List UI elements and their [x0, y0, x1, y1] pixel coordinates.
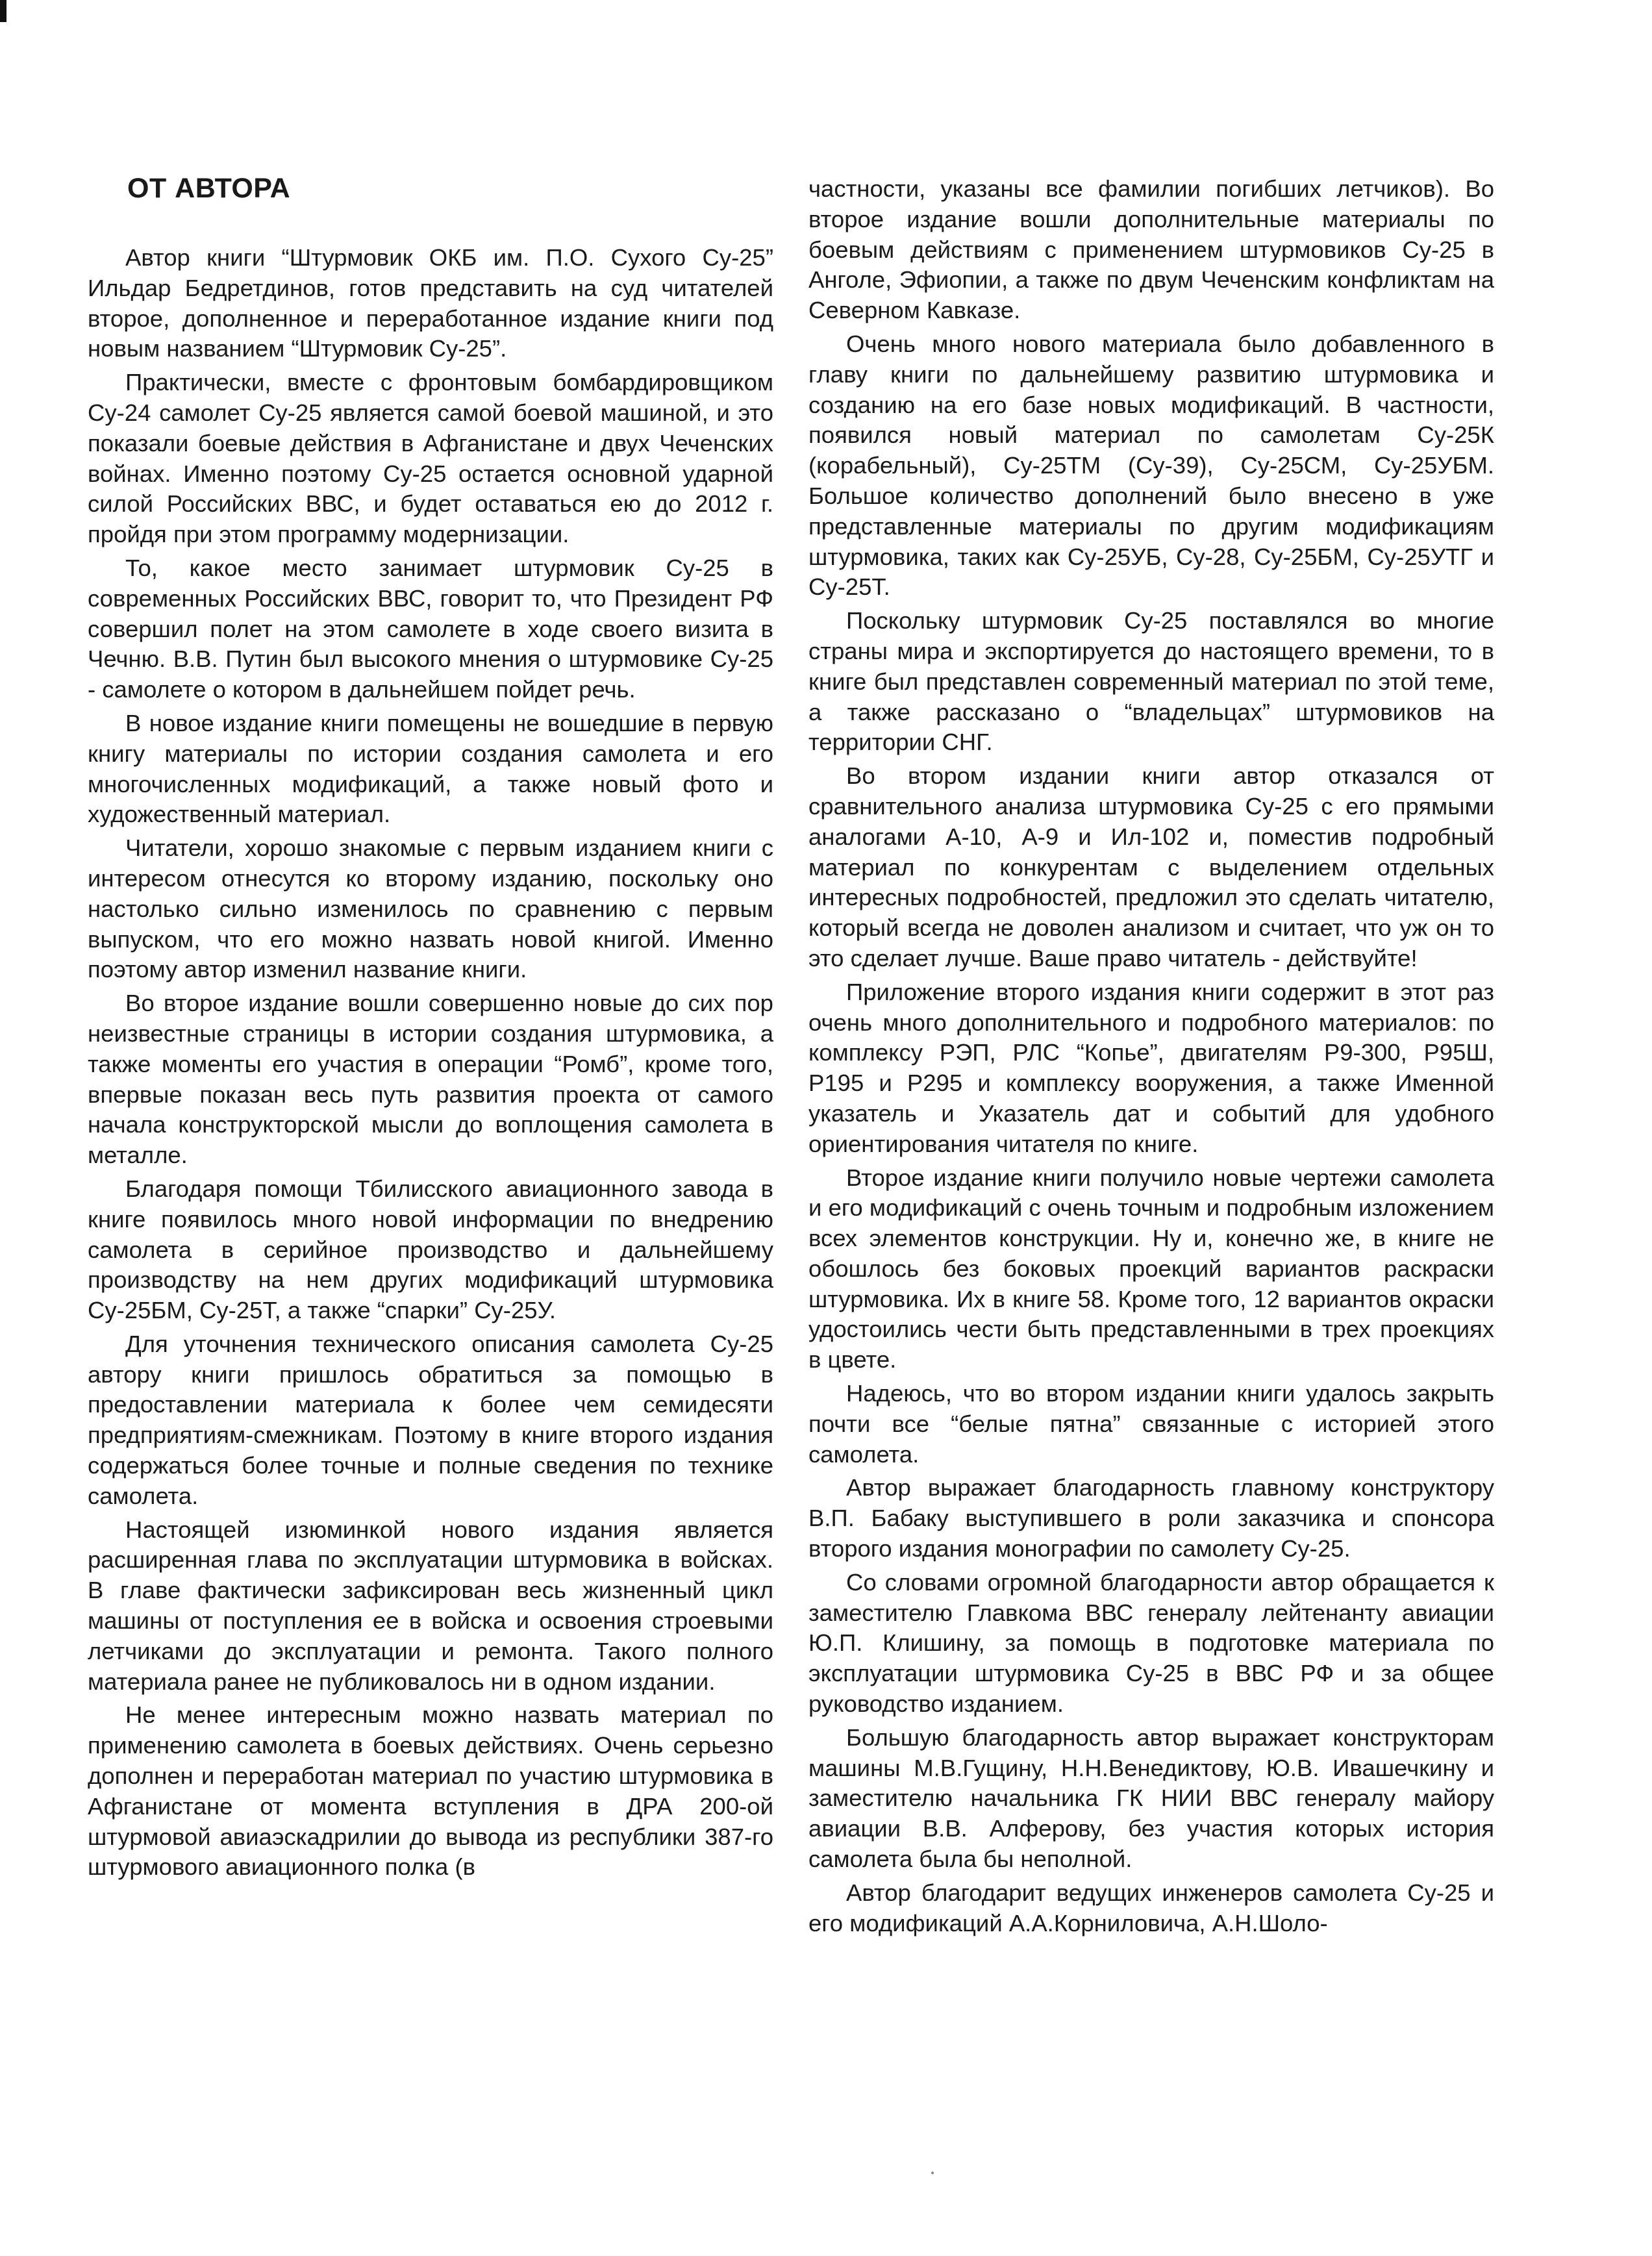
paragraph: Автор благодарит ведущих инженеров самолета Су-25 и его модификаций А.А.Корниловича, А.Н.Шоло-: [808, 1879, 1494, 1936]
paragraph: Надеюсь, что во втором издании книги удалось закрыть почти все “белые пятна” связанные с историей этого самолета.: [808, 1380, 1494, 1468]
paragraph: Читатели, хорошо знакомые с первым изданием книги с интересом отнесутся ко второму изданию, поскольку оно настолько сильно изменилось по сравнению с первым выпуском, что его можно назвать новой книгой. Именно поэтому автор изменил название книги.: [88, 834, 773, 983]
paragraph: Автор книги “Штурмовик ОКБ им. П.О. Сухого Су-25” Ильдар Бедретдинов, готов представить на суд читателей второе, дополненное и переработанное издание книги под новым названием “Штурмовик Су-25”.: [88, 244, 773, 362]
paragraph: Автор выражает благодарность главному конструктору В.П. Бабаку выступившего в роли заказчика и спонсора второго издания монографии по самолету Су-25.: [808, 1474, 1494, 1562]
paragraph-continuation: частности, указаны все фамилии погибших летчиков). Во второе издание вошли дополнительные материалы по боевым действиям с применением штурмовиков Су-25 в Анголе, Эфиопии, а также по двум Чеченским конфликтам на Северном Кавказе.: [808, 175, 1494, 324]
page-edge-mark: [0, 0, 6, 22]
paragraph: Со словами огромной благодарности автор обращается к заместителю Главкома ВВС генералу лейтенанту авиации Ю.П. Клишину, за помощь в подготовке материала по эксплуатации штурмовика Су-25 в ВВС РФ и за общее руководство изданием.: [808, 1568, 1494, 1718]
left-column: [88, 173, 773, 1886]
paragraph: Второе издание книги получило новые чертежи самолета и его модификаций с очень точным и подробным изложением всех элементов конструкции. Ну и, конечно же, в книге не обошлось без боковых проекций вариантов раскраски штурмовика. Их в книге 58. Кроме того, 12 вариантов окраски удостоились чести быть представленными в трех проекциях в цвете.: [808, 1164, 1494, 1373]
paragraph: Поскольку штурмовик Су-25 поставлялся во многие страны мира и экспортируется до настоящего времени, то в книге был представлен современный материал по этой теме, а также рассказано о “владельцах” штурмовиков на территории СНГ.: [808, 607, 1494, 756]
scan-speck: [931, 2172, 934, 2174]
right-column: [808, 174, 1494, 1942]
paragraph: Для уточнения технического описания самолета Су-25 автору книги пришлось обратиться за помощью в предоставлении материала к более чем семидесяти предприятиям-смежникам. Поэтому в книге второго издания содержаться более точные и полные сведения по технике самолета.: [88, 1330, 773, 1509]
paragraph: Практически, вместе с фронтовым бомбардировщиком Су-24 самолет Су-25 является самой боевой машиной, и это показали боевые действия в Афганистане и двух Чеченских войнах. Именно поэтому Су-25 остается основной ударной силой Российских ВВС, и будет оставаться ею до 2012 г. пройдя при этом программу модернизации.: [88, 369, 773, 548]
paragraph: Не менее интересным можно назвать материал по применению самолета в боевых действиях. Очень серьезно дополнен и переработан материал по участию штурмовика в Афганистане от момента вступления в ДРА 200-ой штурмовой авиаэскадрилии до вывода из республики 387-го штурмового авиационного полка (в: [88, 1701, 773, 1881]
page-title: ОТ АВТОРА: [127, 173, 291, 204]
paragraph: Благодаря помощи Тбилисского авиационного завода в книге появилось много новой информации по внедрению самолета в серийное производство и дальнейшему производству на нем других модификаций штурмовика Су-25БМ, Су-25Т, а также “спарки” Су-25У.: [88, 1175, 773, 1324]
paragraph: Во второе издание вошли совершенно новые до сих пор неизвестные страницы в истории создания штурмовика, а также моменты его участия в операции “Ромб”, кроме того, впервые показан весь путь развития проекта от самого начала конструкторской мысли до воплощения самолета в металле.: [88, 990, 773, 1169]
title-spacer: [88, 173, 773, 243]
paragraph: Очень много нового материала было добавленного в главу книги по дальнейшему развитию штурмовика и созданию на его базе новых модификаций. В частности, появился новый материал по самолетам Су-25К (корабельный), Су-25ТМ (Су-39), Су-25СМ, Су-25УБМ. Большое количество дополнений было внесено в уже представленные материалы по другим модификациям штурмовика, таких как Су-25УБ, Су-28, Су-25БМ, Су-25УТГ и Су-25Т.: [808, 330, 1494, 601]
paragraph: Во втором издании книги автор отказался от сравнительного анализа штурмовика Су-25 с его прямыми аналогами А-10, А-9 и Ил-102 и, поместив подробный материал по конкурентам с выделением отдельных интересных подробностей, предложил это сделать читателю, который всегда не доволен анализом и считает, что уж он то это сделает лучше. Ваше право читатель - действуйте!: [808, 762, 1494, 971]
paragraph: Настоящей изюминкой нового издания является расширенная глава по эксплуатации штурмовика в войсках. В главе фактически зафиксирован весь жизненный цикл машины от поступления ее в войска и освоения строевыми летчиками до эксплуатации и ремонта. Такого полного материала ранее не публиковалось ни в одном издании.: [88, 1516, 773, 1695]
paragraph: Большую благодарность автор выражает конструкторам машины М.В.Гущину, Н.Н.Венедиктову, Ю.В. Ивашечкину и заместителю начальника ГК НИИ ВВС генералу майору авиации В.В. Алферову, без участия которых история самолета была бы неполной.: [808, 1723, 1494, 1873]
paragraph: В новое издание книги помещены не вошедшие в первую книгу материалы по истории создания самолета и его многочисленных модификаций, а также новый фото и художественный материал.: [88, 709, 773, 828]
paragraph: То, какое место занимает штурмовик Су-25 в современных Российских ВВС, говорит то, что Президент РФ совершил полет на этом самолете в ходе своего визита в Чечню. В.В. Путин был высокого мнения о штурмовике Су-25 - самолете о котором в дальнейшем пойдет речь.: [88, 554, 773, 703]
paragraph: Приложение второго издания книги содержит в этот раз очень много дополнительного и подробного материалов: по комплексу РЭП, РЛС “Копье”, двигателям Р9-300, Р95Ш, Р195 и Р295 и комплексу вооружения, а также Именной указатель и Указатель дат и событий для удобного ориентирования читателя по книге.: [808, 978, 1494, 1157]
